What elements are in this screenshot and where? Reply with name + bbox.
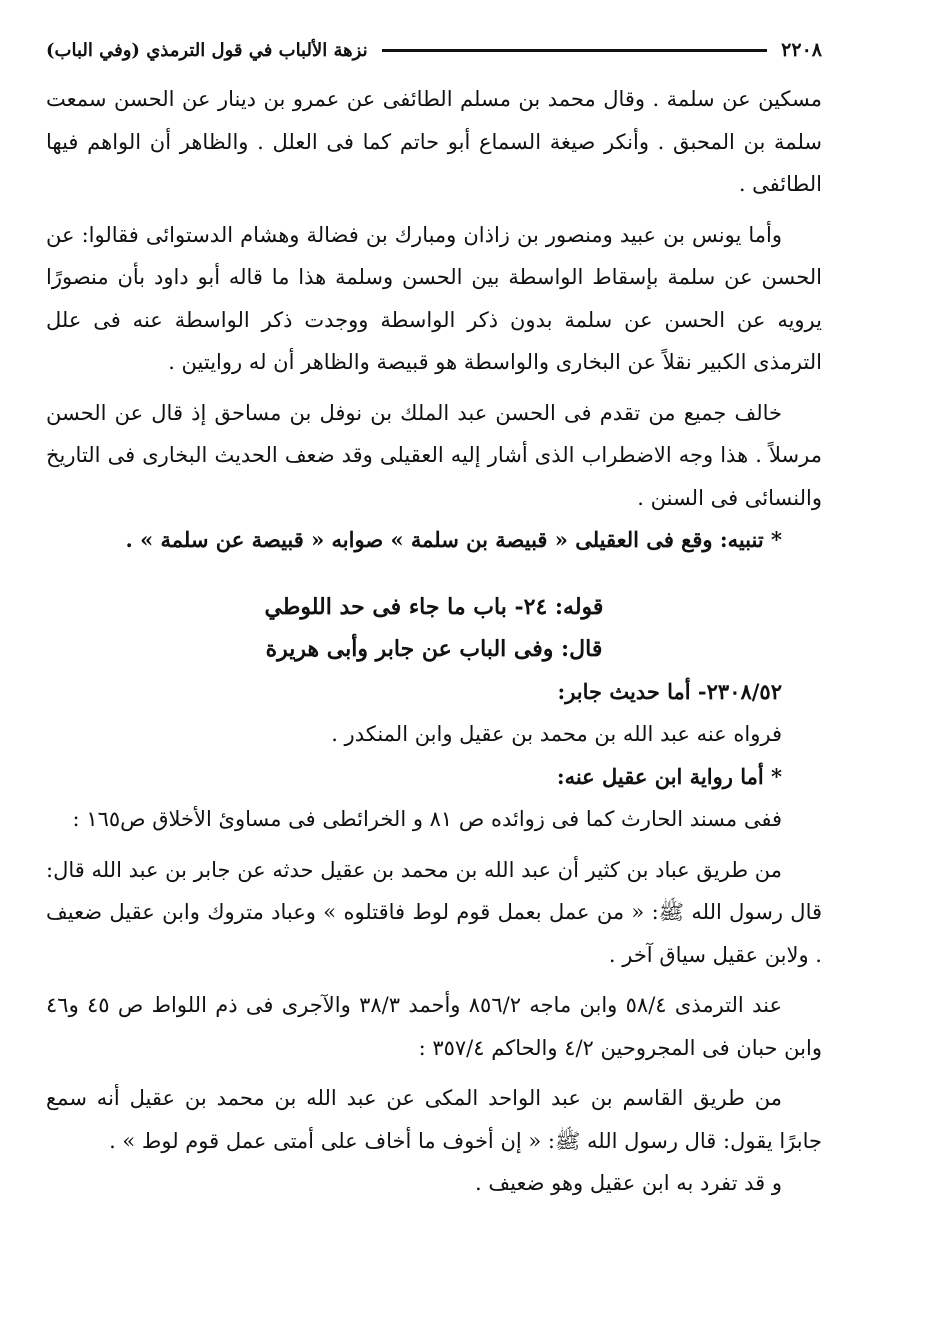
hadith-heading: ٢٣٠٨/٥٢- أما حديث جابر: <box>557 678 782 704</box>
paragraph: عند الترمذى ٥٨/٤ وابن ماجه ٨٥٦/٢ وأحمد ٣٨/٣ والآجرى فى ذم اللواط ص ٤٥ و٤٦ وابن حبان فى المجروحين ٤/٢ والحاكم ٣٥٧/٤ : <box>46 993 822 1060</box>
running-title: نزهة الألباب في قول الترمذي (وفي الباب) <box>46 39 368 61</box>
paragraph: خالف جميع من تقدم فى الحسن عبد الملك بن نوفل بن مساحق إذ قال عن الحسن مرسلاً . هذا وجه الاضطراب الذى أشار إليه العقيلى وقد ضعف الحديث البخارى فى التاريخ والنسائى فى السنن . <box>46 400 822 510</box>
note-paragraph: * تنبيه: وقع فى العقيلى « قبيصة بن سلمة » صوابه « قبيصة عن سلمة » . <box>125 527 782 552</box>
chapter-heading: قوله: ٢٤- باب ما جاء فى حد اللوطي <box>264 593 604 620</box>
page-number: ٢٢٠٨ <box>781 39 822 61</box>
paragraph: مسكين عن سلمة . وقال محمد بن مسلم الطائفى عن عمرو بن دينار عن الحسن سمعت سلمة بن المحبق . وأنكر صيغة السماع أبو حاتم كما فى العلل . والظاهر أن الواهم فيها الطائفى . <box>46 87 822 196</box>
paragraph: من طريق القاسم بن عبد الواحد المكى عن عبد الله بن محمد بن عقيل أنه سمع جابرًا يقول: قال رسول الله ﷺ: « إن أخوف ما أخاف على أمتى عمل قوم لوط » . <box>46 1086 822 1153</box>
book-page <box>46 28 822 1205</box>
paragraph: وأما يونس بن عبيد ومنصور بن زاذان ومبارك بن فضالة وهشام الدستوائى فقالوا: عن الحسن عن سلمة بإسقاط الواسطة بين الحسن وسلمة هذا ما قاله أبو داود بأن منصورًا يرويه عن الحسن عن سلمة بدون ذكر الواسطة ووجدت ذكر الواسطة عنه فى علل الترمذى الكبير نقلاً عن البخارى والواسطة هو قبيصة والظاهر أن له روايتين . <box>46 222 822 374</box>
paragraph: من طريق عباد بن كثير أن عبد الله بن محمد بن عقيل حدثه عن جابر بن عبد الله قال: قال رسول الله ﷺ: « من عمل بعمل قوم لوط فاقتلوه » وعباد متروك وابن عقيل ضعيف . ولابن عقيل سياق آخر . <box>46 857 822 967</box>
sub-heading: * أما رواية ابن عقيل عنه: <box>556 763 782 789</box>
page-header <box>46 28 822 72</box>
chapter-subheading: قال: وفى الباب عن جابر وأبى هريرة <box>265 636 603 662</box>
paragraph: و قد تفرد به ابن عقيل وهو ضعيف . <box>475 1171 782 1195</box>
paragraph: فرواه عنه عبد الله بن محمد بن عقيل وابن المنكدر . <box>331 722 782 746</box>
header-rule <box>382 49 768 52</box>
paragraph: ففى مسند الحارث كما فى زوائده ص ٨١ و الخرائطى فى مساوئ الأخلاق ص١٦٥ : <box>72 807 782 831</box>
page-body <box>46 78 822 1205</box>
